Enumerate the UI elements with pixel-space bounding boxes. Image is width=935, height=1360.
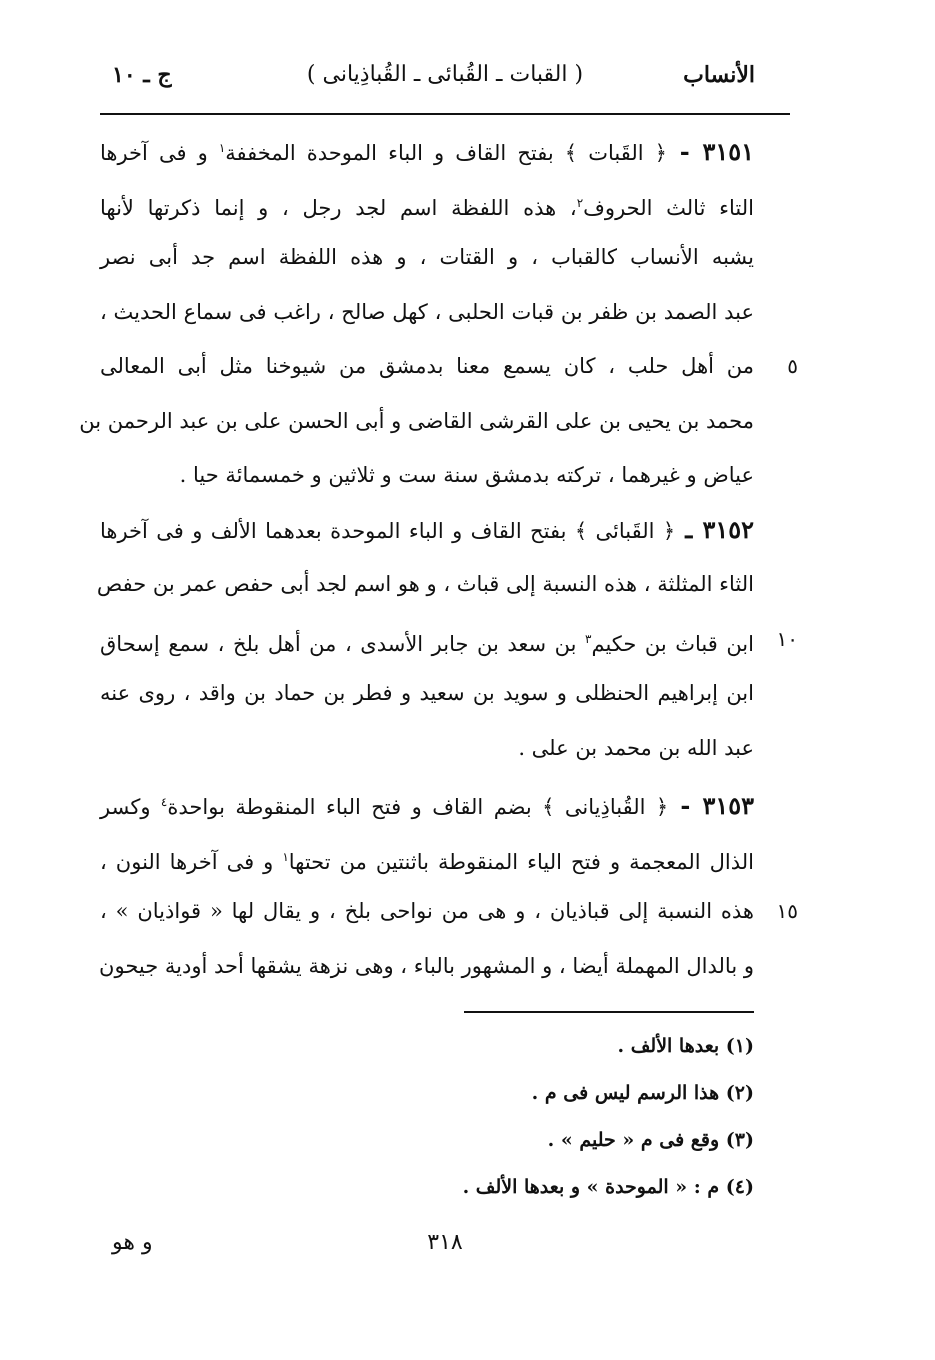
entry-number: ٣١٥١ - bbox=[666, 137, 755, 166]
footnote-marker: ١ bbox=[218, 141, 226, 155]
line-text: عبد الصمد بن ظفر بن قبات الحلبى ، كهل صالح ، راغب فى سماع الحديث ، bbox=[100, 299, 754, 324]
footnote-marker: ١ bbox=[282, 849, 289, 864]
header-rule bbox=[100, 113, 790, 115]
line-text-tail: وكسر bbox=[100, 795, 161, 819]
running-header bbox=[100, 55, 790, 95]
line-text: عبد الله بن محمد بن على . bbox=[518, 735, 754, 760]
line-text: ابن إبراهيم الحنظلى و سويد بن سعيد و فطر بن حماد بن واقد ، روى عنه bbox=[100, 681, 754, 705]
text-line bbox=[96, 557, 790, 612]
main-text bbox=[79, 121, 798, 993]
text-line bbox=[100, 285, 790, 340]
footnote-3: (٣) وقع فى م « حليم » . bbox=[547, 1129, 754, 1151]
footnotes bbox=[100, 1023, 754, 1211]
page-footer bbox=[100, 1230, 790, 1270]
line-text: و بالدال المهملة أيضا ، و المشهور بالباء ، وهى نزهة يشقها أحد أودية جيحون bbox=[99, 953, 754, 978]
entry-number: ٣١٥٢ ـ bbox=[675, 514, 754, 544]
footnote-marker: ٤ bbox=[160, 795, 168, 809]
text-line bbox=[100, 448, 790, 503]
line-number: ٥ bbox=[787, 354, 798, 378]
line-text-tail: و فى آخرها bbox=[100, 141, 219, 165]
line-number: ١٥ bbox=[776, 899, 798, 923]
line-text: ﴿ القُباذِيانى ﴾ بضم القاف و فتح الباء المنقوطة بواحدة bbox=[167, 795, 669, 819]
line-number: ١٠ bbox=[776, 626, 798, 651]
line-text: ﴿ القَبائى ﴾ بفتح القاف و الباء الموحدة بعدهما الألف و فى آخرها bbox=[100, 518, 676, 543]
entry-number: ٣١٥٣ - bbox=[668, 791, 754, 820]
volume-label: ج ـ ١٠ bbox=[112, 62, 172, 88]
footnote-marker: ٢ bbox=[576, 195, 584, 210]
text-line bbox=[100, 884, 798, 939]
line-text-tail: ، هذه اللفظة اسم لجد رجل ، و إنما ذكرتها لأنها bbox=[100, 195, 577, 220]
footnote-2: (٢) هذا الرسم ليس فى م . bbox=[531, 1082, 754, 1104]
text-line bbox=[79, 394, 790, 449]
section-title: ( القبات ـ القُبائى ـ القُباذِيانى ) bbox=[306, 62, 584, 87]
line-text-tail: و فى آخرها النون ، bbox=[100, 849, 283, 874]
text-line bbox=[100, 612, 798, 667]
text-line bbox=[100, 721, 790, 776]
text-line bbox=[100, 503, 790, 558]
text-line bbox=[100, 176, 790, 231]
line-text: يشبه الأنساب كالقباب ، و القتات ، و هذه اللفظة اسم جد أبى نصر bbox=[100, 245, 754, 269]
line-text: محمد بن يحيى بن على القرشى القاضى و أبى الحسن على بن عبد الرحمن بن bbox=[79, 408, 754, 433]
text-line bbox=[100, 230, 790, 285]
line-text: الذال المعجمة و فتح الياء المنقوطة باثنتين من تحتها bbox=[288, 849, 754, 874]
book-title: الأنساب bbox=[683, 62, 755, 88]
footnote-4: (٤) م : « الموحدة » و بعدها الألف . bbox=[462, 1176, 754, 1198]
footnote-rule bbox=[464, 1011, 754, 1013]
footnote-1: (١) بعدها الألف . bbox=[617, 1035, 754, 1057]
line-text: التاء ثالث الحروف bbox=[583, 195, 754, 220]
line-text: هذه النسبة إلى قباذيان ، و هى من نواحى بلخ ، و يقال لها « قواذيان » ، bbox=[100, 899, 754, 923]
text-line bbox=[100, 339, 798, 394]
page-number: ٣١٨ bbox=[427, 1230, 463, 1255]
line-text: ﴿ القَبات ﴾ بفتح القاف و الباء الموحدة المخففة bbox=[225, 141, 667, 165]
text-line bbox=[100, 939, 790, 994]
text-line bbox=[100, 666, 790, 721]
catchword: و هو bbox=[112, 1230, 153, 1255]
line-text: ابن قباث بن حكيم bbox=[591, 631, 754, 656]
text-line bbox=[100, 121, 790, 176]
line-text: من أهل حلب ، كان يسمع معنا بدمشق من شيوخنا مثل أبى المعالى bbox=[100, 354, 754, 378]
line-text: الثاء المثلثة ، هذه النسبة إلى قباث ، و هو اسم لجد أبى حفص عمر بن حفص bbox=[96, 572, 754, 596]
line-text: عياض و غيرهما ، تركته بدمشق سنة ست و ثلاثين و خمسمائة حيا . bbox=[179, 463, 754, 487]
page bbox=[79, 55, 798, 1211]
footnote-marker: ٣ bbox=[585, 631, 592, 646]
text-line bbox=[100, 775, 790, 830]
text-line bbox=[100, 830, 790, 885]
line-text-tail: بن سعد بن جابر الأسدى ، من أهل بلخ ، سمع إسحاق bbox=[100, 631, 586, 656]
